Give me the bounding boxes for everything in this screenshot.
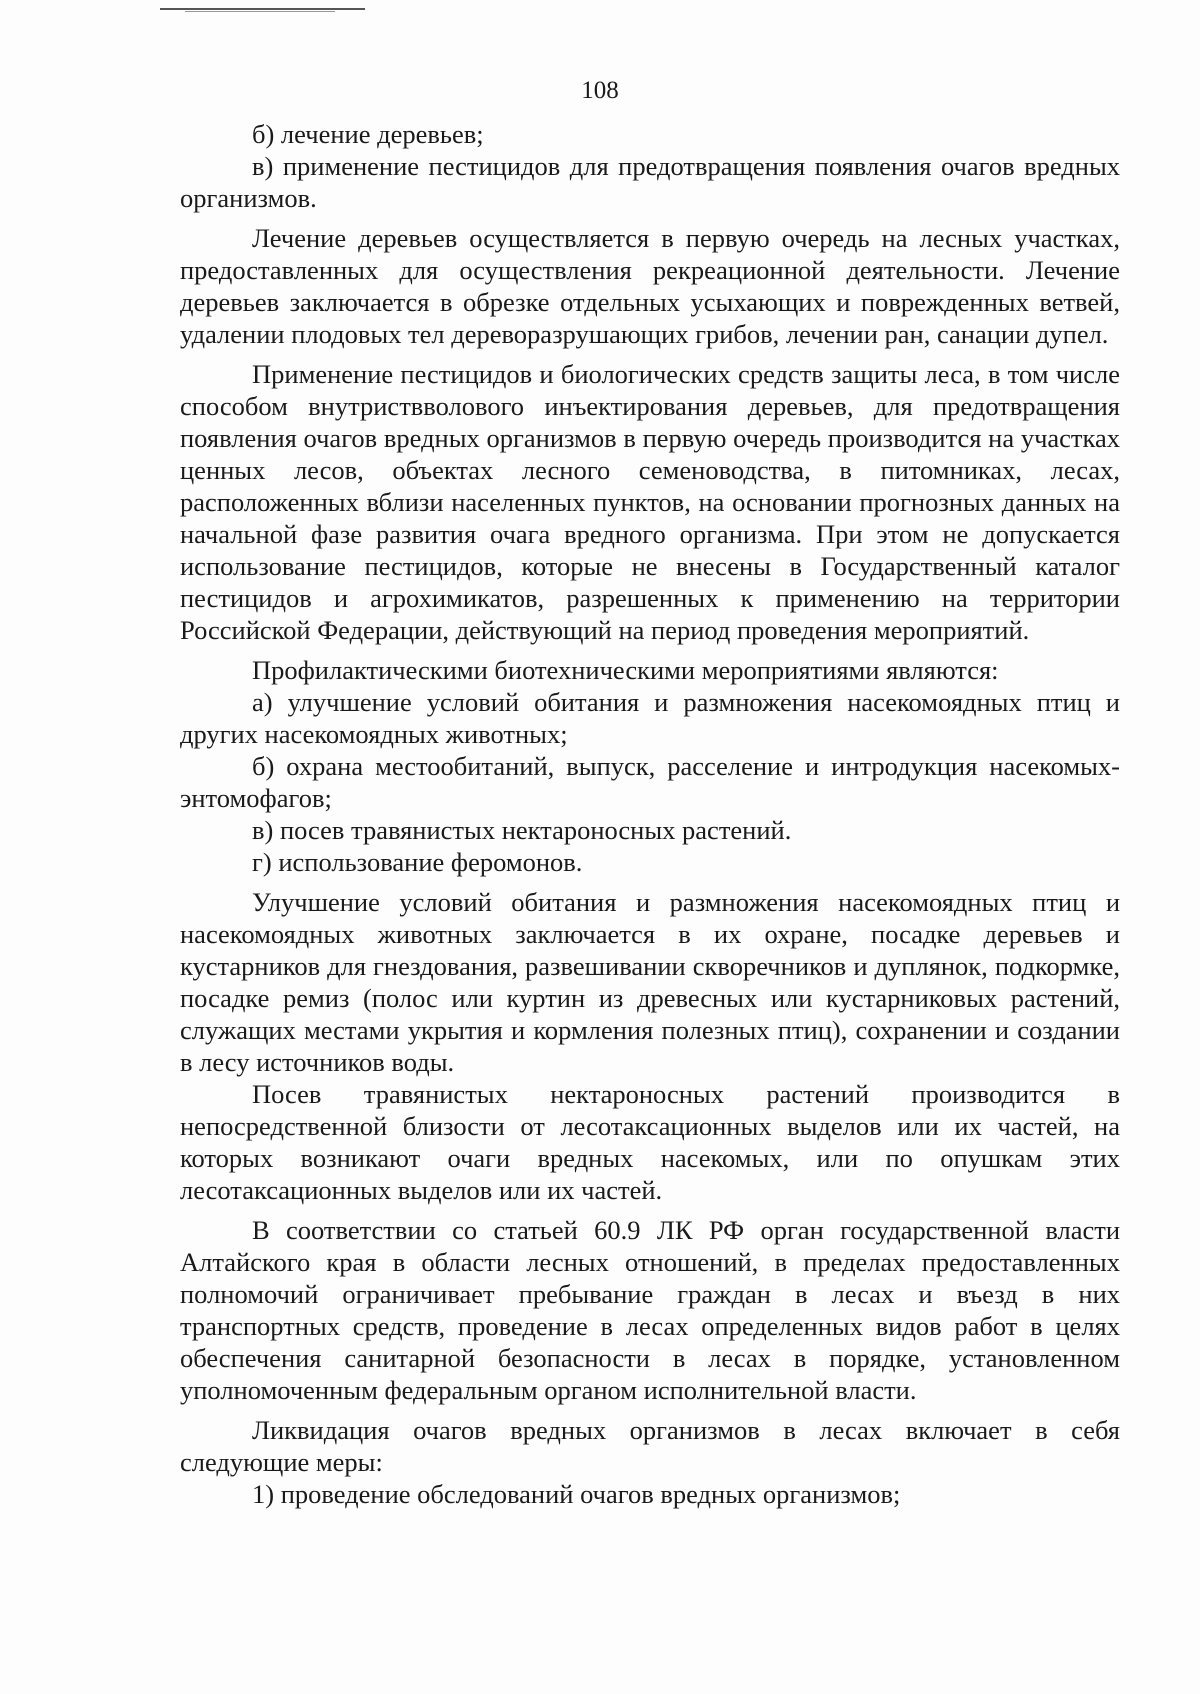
paragraph-biotech-item-b: б) охрана местообитаний, выпуск, расселение и интродукция насекомых-энтомофагов;: [180, 751, 1120, 813]
paragraph-biotech-item-v: в) посев травянистых нектароносных растений.: [252, 815, 792, 845]
paragraph-treatment-item-b: б) лечение деревьев;: [252, 119, 484, 149]
paragraph-tree-treatment: Лечение деревьев осуществляется в первую очередь на лесных участках, предоставленных для осуществления рекреационной деятельности. Лечение деревьев заключается в обрезке отдельных усыхающих и поврежденных ветвей, удалении плодовых тел дереворазрушающих грибов, лечении ран, санации дупел.: [180, 223, 1120, 349]
paragraph-habitat-improvement: Улучшение условий обитания и размножения насекомоядных птиц и насекомоядных животных заключается в их охране, посадке деревьев и кустарников для гнездования, развешивании скворечников и дуплянок, подкормке, посадке ремиз (полос или куртин из древесных или кустарниковых растений, служащих местами укрытия и кормления полезных птиц), сохранении и создании в лесу источников воды.: [180, 887, 1120, 1077]
paragraph-pesticide-use: Применение пестицидов и биологических средств защиты леса, в том числе способом внутриствволового инъектирования деревьев, для предотвращения появления очагов вредных организмов в первую очередь производится на участках ценных лесов, объектах лесного семеноводства, в питомниках, лесах, расположенных вблизи населенных пунктов, на основании прогнозных данных на начальной фазе развития очага вредного организма. При этом не допускается использование пестицидов, которые не внесены в Государственный каталог пестицидов и агрохимикатов, разрешенных к применению на территории Российской Федерации, действующий на период проведения мероприятий.: [180, 359, 1120, 645]
paragraph-biotech-item-a: а) улучшение условий обитания и размножения насекомоядных птиц и других насекомоядных животных;: [180, 687, 1120, 749]
paragraph-pesticide-item-v: в) применение пестицидов для предотвращения появления очагов вредных организмов.: [180, 151, 1120, 213]
scan-artifact-line: [160, 8, 365, 10]
page-number: 108: [581, 77, 619, 104]
paragraph-liquidation-intro: Ликвидация очагов вредных организмов в лесах включает в себя следующие меры:: [180, 1415, 1120, 1477]
paragraph-legal-restrictions: В соответствии со статьей 60.9 ЛК РФ орган государственной власти Алтайского края в области лесных отношений, в пределах предоставленных полномочий ограничивает пребывание граждан в лесах и въезд в них транспортных средств, проведение в лесах определенных видов работ в целях обеспечения санитарной безопасности в лесах в порядке, установленном уполномоченным федеральным органом исполнительной власти.: [180, 1215, 1120, 1405]
document-body: [180, 118, 1120, 1510]
scan-artifact-line-secondary: [185, 11, 335, 12]
paragraph-nectar-plants: Посев травянистых нектароносных растений производится в непосредственной близости от лесотаксационных выделов или их частей, на которых возникают очаги вредных насекомых, или по опушкам этих лесотаксационных выделов или их частей.: [180, 1079, 1120, 1205]
paragraph-biotech-item-g: г) использование феромонов.: [252, 847, 583, 877]
paragraph-liquidation-item-1: 1) проведение обследований очагов вредных организмов;: [252, 1479, 901, 1509]
paragraph-biotech-measures-intro: Профилактическими биотехническими мероприятиями являются:: [252, 655, 999, 685]
